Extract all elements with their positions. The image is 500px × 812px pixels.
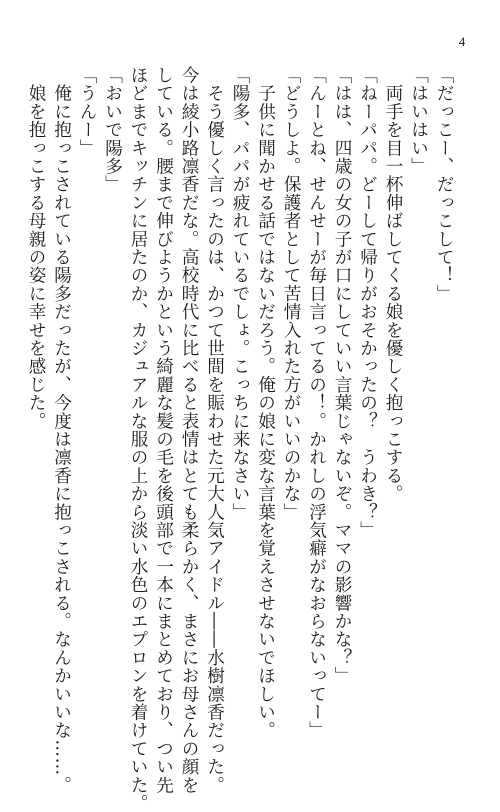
text-line-17: 娘を抱っこする母親の姿に幸せを感じた。 (26, 66, 46, 430)
text-line-2: 「はいはい」 (408, 66, 429, 176)
text-line-4: 「ねーパパ。どーして帰りがおそかったの？ うわき？」 (357, 66, 378, 540)
text-line-13: ほどまでキッチンに居たのか、カジュアルな服の上から淡い水色のエプロンを着けていた。 (128, 66, 148, 812)
text-line-8: 子供に聞かせる話ではないだろう。俺の娘に変な言葉を覚えさせないでほしい。 (255, 66, 276, 740)
text-line-11: 今は綾小路凛香だな。高校時代に比べると表情はとても柔らかく、まさにお母さんの顔を (179, 66, 199, 794)
text-line-9: 「陽多、パパが疲れているでしょ。こっちに来なさい」 (230, 66, 250, 521)
text-line-3: 両手を目一杯伸ばしてくる娘を優しく抱っこする。 (383, 66, 403, 503)
page-number: 4 (458, 34, 466, 49)
text-line-6: 「んーとね、せんせーが毎日言ってるの！。かれしの浮気癖がなおらないってー」 (306, 66, 327, 740)
text-line-15: 「うんー」 (77, 66, 97, 157)
vertical-text-body (26, 66, 456, 812)
text-line-14: 「おいで陽多」 (102, 66, 123, 194)
text-line-16: 俺に抱っこされている陽多だったが、今度は凛香に抱っこされる。なんかいいな……。 (51, 66, 72, 794)
text-line-1: 「だっこー、だっこして！」 (434, 66, 454, 303)
text-line-10: そう優しく言ったのは、かつて世間を賑わせた元大人気アイドル――水樹凛香だった。 (204, 66, 225, 794)
text-line-7: 「どうしよ。保護者として苦情入れた方がいいのかな」 (281, 66, 301, 521)
text-line-12: している。腰まで伸びようかという綺麗な髪の毛を後頭部で一本にまとめており、つい先 (153, 66, 174, 794)
text-line-5: 「はは、四歳の女の子が口にしていい言葉じゃないぞ。ママの影響かな？」 (332, 66, 352, 685)
